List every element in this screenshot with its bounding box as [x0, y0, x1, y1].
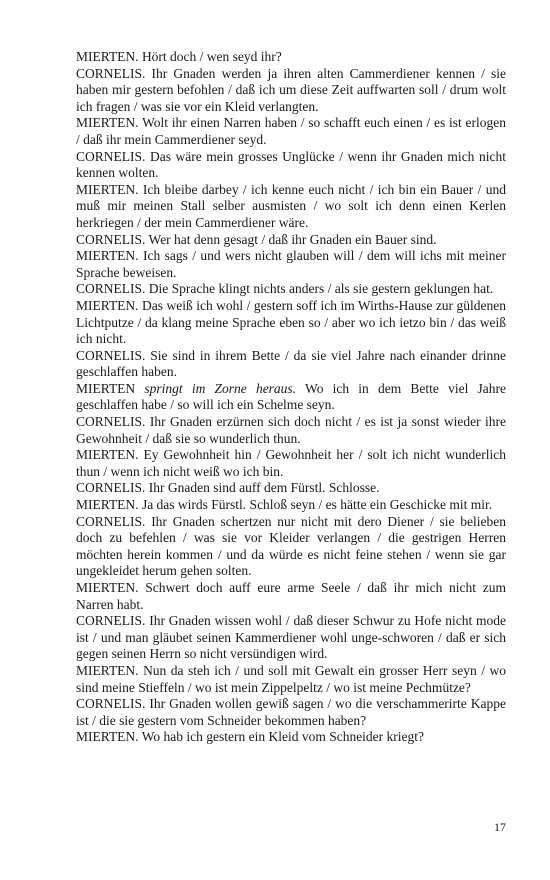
dialogue-line — [76, 381, 506, 414]
speaker-name: CORNELIS. — [76, 513, 146, 529]
line-text: Hört doch / wen seyd ihr? — [141, 49, 282, 64]
line-text: Wolt ihr einen Narren haben / so schafft euch einen / es ist erlogen / daß ihr mein Cammerdiener seyd. — [76, 115, 506, 147]
speaker-name: CORNELIS. — [76, 696, 146, 712]
dialogue-line — [76, 182, 506, 232]
speaker-name: MIERTEN. — [76, 115, 139, 131]
dialogue-line — [76, 447, 506, 480]
line-text: Das weiß ich wohl / gestern soff ich im Wirths-Hause zur güldenen Lichtputze / da klang meine Sprache eben so / aber wo ich ietzo bin / das weiß ich nicht. — [76, 297, 507, 347]
line-text: Ihr Gnaden werden ja ihren alten Cammerdiener kennen / sie haben mir gestern befohlen / daß ich um diese Zeit auffwarten soll / drum wolt ich fragen / was sie vor ein Kleid verlangten. — [76, 65, 506, 114]
dialogue-line — [76, 281, 506, 298]
dialogue-line — [76, 348, 506, 381]
line-text: Nun da steh ich / und soll mit Gewalt ein grosser Herr seyn / wo sind meine Stieffeln / wo ist mein Zippelpeltz / wo ist meine Pechmütze? — [76, 662, 506, 695]
stage-direction: springt im Zorne heraus. — [144, 380, 297, 396]
speaker-name: CORNELIS. — [76, 414, 146, 430]
dialogue-line — [76, 497, 506, 514]
dialogue-line — [76, 580, 506, 613]
speaker-name: MIERTEN. — [76, 49, 139, 64]
dialogue-line — [76, 729, 506, 746]
speaker-name: MIERTEN. — [76, 297, 139, 313]
speaker-name: CORNELIS. — [76, 480, 146, 496]
speaker-name: CORNELIS. — [76, 231, 146, 247]
line-text: Wo hab ich gestern ein Kleid vom Schneider kriegt? — [141, 729, 425, 745]
dialogue-line — [76, 149, 506, 182]
speaker-name: CORNELIS. — [76, 65, 146, 81]
line-text: Ich bleibe darbey / ich kenne euch nicht / ich bin ein Bauer / und muß mir meinen Stall selber ausmisten / wo solt ich denn einen Kerlen herkriegen / der mein Cammerdiener wäre. — [76, 181, 506, 230]
speaker-name: CORNELIS. — [76, 347, 146, 363]
speaker-name: MIERTEN. — [76, 447, 139, 463]
line-text: Das wäre mein grosses Unglücke / wenn ihr Gnaden mich nicht kennen wolten. — [76, 148, 506, 181]
dialogue-line — [76, 115, 506, 148]
line-text: Ihr Gnaden erzürnen sich doch nicht / es ist ja sonst wieder ihre Gewohnheit / daß sie so wunderlich thun. — [76, 414, 507, 446]
speaker-name: MIERTEN. — [76, 497, 139, 513]
dialogue-line — [76, 49, 506, 66]
page-number: 17 — [494, 820, 506, 834]
dialogue-line — [76, 613, 506, 663]
speaker-name: CORNELIS. — [76, 148, 146, 164]
line-text: Wer hat denn gesagt / daß ihr Gnaden ein Bauer sind. — [148, 231, 437, 247]
line-text: Ihr Gnaden wissen wohl / daß dieser Schwur zu Hofe nicht mode ist / und man gläubet seinen Kammerdiener wohl unge-schworen / daß er sich gegen seinen Herrn so nicht versündigen wird. — [76, 613, 506, 662]
line-text: Schwert doch auff eure arme Seele / daß ihr mich nicht zum Narren habt. — [76, 580, 506, 612]
dialogue-text — [76, 49, 506, 746]
line-text: Ja das wirds Fürstl. Schloß seyn / es hätte ein Geschicke mit mir. — [141, 497, 493, 513]
line-text: Wo ich in dem Bette viel Jahre geschlaffen habe / so will ich ein Schelme seyn. — [76, 380, 507, 413]
dialogue-line — [76, 663, 506, 696]
line-text: Ihr Gnaden sind auff dem Fürstl. Schlosse. — [148, 480, 380, 496]
line-text: Sie sind in ihrem Bette / da sie viel Jahre nach einander drinne geschlaffen haben. — [76, 347, 506, 380]
speaker-name: MIERTEN. — [76, 248, 139, 264]
speaker-name: MIERTEN — [76, 380, 136, 396]
line-text: Ihr Gnaden schertzen nur nicht mit dero Diener / sie belieben doch zu befehlen / was sie vor Kleider verlangen / die gestrigen Herren möchten herein kommen / und da würde es nicht feine stehen / wenn sie gar ungekleidet herum gehen solten. — [76, 513, 507, 579]
dialogue-line — [76, 414, 506, 447]
dialogue-line — [76, 298, 506, 348]
dialogue-line — [76, 514, 506, 580]
speaker-name: MIERTEN. — [76, 662, 139, 678]
speaker-name: MIERTEN. — [76, 580, 139, 595]
line-text: Ich sags / und wers nicht glauben will / dem will ichs mit meiner Sprache beweisen. — [76, 248, 507, 280]
line-text: Ey Gewohnheit hin / Gewohnheit her / solt ich nicht wunderlich thun / wenn ich nicht weiß wo ich bin. — [76, 447, 506, 479]
dialogue-line — [76, 480, 506, 497]
dialogue-line — [76, 248, 506, 281]
line-text: Die Sprache klingt nichts anders / als sie gestern geklungen hat. — [148, 281, 494, 297]
line-text: Ihr Gnaden wollen gewiß sagen / wo die verschammerirte Kappe ist / die sie gestern vom Schneider bekommen haben? — [76, 696, 506, 728]
dialogue-line — [76, 232, 506, 249]
dialogue-line — [76, 66, 506, 116]
speaker-name: CORNELIS. — [76, 281, 146, 297]
dialogue-line — [76, 696, 506, 729]
speaker-name: MIERTEN. — [76, 181, 139, 197]
speaker-name: MIERTEN. — [76, 729, 139, 745]
speaker-name: CORNELIS. — [76, 613, 146, 629]
